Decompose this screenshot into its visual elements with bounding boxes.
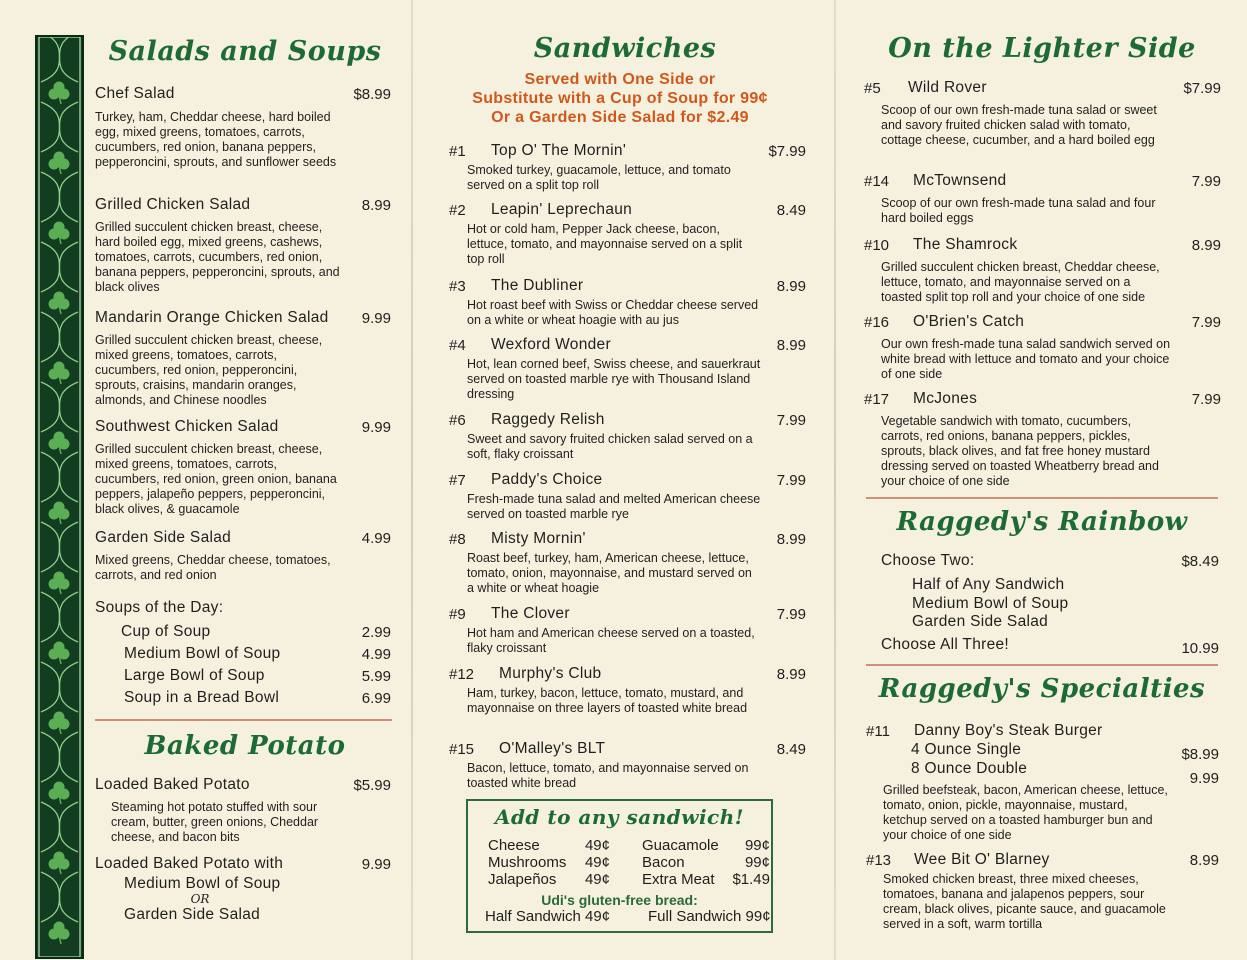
addon-left-price: 49¢: [584, 871, 610, 888]
potato-combo-line2: Medium Bowl of Soup: [124, 875, 281, 892]
salad-item-desc: Grilled succulent chicken breast, cheese, mixed greens, tomatoes, carrots, cucumbers, red onion, pepperoncini, sprouts, craisins, mandarin oranges, almonds, and Chinese noodles: [95, 333, 323, 407]
burger-number: #11: [866, 723, 890, 740]
sandwich-desc: Hot ham and American cheese served on a toasted, flaky croissant: [467, 626, 755, 655]
sandwich-desc: Hot or cold ham, Pepper Jack cheese, bacon, lettuce, tomato, and mayonnaise served on a split top roll: [467, 222, 743, 266]
sandwich-name: Wexford Wonder: [491, 336, 611, 353]
addon-right-price: $1.49: [732, 871, 770, 888]
shamrock-leaf-icon: [49, 719, 60, 730]
lighter-price: 8.99: [1191, 237, 1221, 254]
sandwich-price: 7.99: [776, 472, 806, 489]
sandwich-desc: Bacon, lettuce, tomato, and mayonnaise served on toasted white bread: [467, 761, 749, 790]
addon-right-name: Extra Meat: [642, 871, 715, 888]
sandwich-name: The Clover: [491, 605, 570, 622]
lighter-number: #10: [864, 237, 890, 254]
addon-left-name: Mushrooms: [488, 854, 567, 871]
sandwich-number: #2: [449, 202, 466, 219]
potato-combo-line3: Garden Side Salad: [124, 906, 261, 923]
celtic-knot-line: [41, 522, 78, 572]
sandwich-desc: Hot, lean corned beef, Swiss cheese, and sauerkraut served on toasted marble rye with Thousand Island dressing: [467, 357, 761, 401]
celtic-knot-line: [41, 732, 78, 782]
addon-right-name: Guacamole: [642, 837, 719, 854]
burger-option-single: 4 Ounce Single: [911, 741, 1022, 758]
sandwich-desc: Hot roast beef with Swiss or Cheddar cheese served on a white or wheat hoagie with au jus: [467, 298, 759, 327]
salad-item-price: 4.99: [361, 530, 391, 547]
burger-option-double: 8 Ounce Double: [911, 760, 1028, 777]
celtic-knot-line: [41, 592, 78, 642]
gf-half: Half Sandwich 49¢: [485, 908, 611, 925]
panel-fold-left: [411, 0, 413, 960]
lighter-desc: Scoop of our own fresh-made tuna salad or sweet and savory fruited chicken salad with tomato, cottage cheese, cucumber, and a hard boiled egg: [881, 103, 1157, 147]
sandwich-price: 8.99: [776, 337, 806, 354]
lighter-desc: Grilled succulent chicken breast, Cheddar cheese, lettuce, tomato, and mayonnaise served on a toasted split top roll and your choice of one side: [881, 260, 1160, 304]
sandwich-name: Top O' The Mornin': [491, 142, 627, 159]
lighter-price: 7.99: [1191, 391, 1221, 408]
sandwiches-title: Sandwiches: [533, 33, 717, 64]
sandwich-price: 7.99: [776, 412, 806, 429]
potato-combo-price: 9.99: [361, 856, 391, 873]
burger-price-double: 9.99: [1189, 770, 1219, 787]
sandwich-desc: Fresh-made tuna salad and melted American cheese served on toasted marble rye: [467, 492, 761, 521]
sandwich-number: #7: [449, 472, 466, 489]
shamrock-leaf-icon: [49, 439, 60, 450]
lighter-number: #5: [864, 80, 881, 97]
sandwich-name: O'Malley's BLT: [499, 740, 606, 757]
sandwiches-subtitle-line2: Substitute with a Cup of Soup for 99¢: [472, 90, 768, 107]
salad-item-desc: Turkey, ham, Cheddar cheese, hard boiled egg, mixed greens, tomatoes, carrots, cucumbers, red onion, banana peppers, pepperoncini, sprouts, and sunflower seeds: [95, 110, 337, 169]
addon-right-name: Bacon: [642, 854, 685, 871]
sandwich-desc: Ham, turkey, bacon, lettuce, tomato, mustard, and mayonnaise on three layers of toasted white bread: [467, 686, 748, 715]
shamrock-leaf-icon: [49, 299, 60, 310]
addon-left-price: 49¢: [584, 854, 610, 871]
sandwich-price: 8.49: [776, 202, 806, 219]
sandwiches-subtitle-line3: Or a Garden Side Salad for $2.49: [491, 109, 749, 126]
salads-title: Salads and Soups: [108, 36, 382, 67]
potato-item-name: Loaded Baked Potato: [95, 776, 250, 793]
sandwich-price: 8.99: [776, 666, 806, 683]
gf-full: Full Sandwich 99¢: [648, 908, 771, 925]
shamrock-leaf-icon: [49, 369, 60, 380]
sandwich-price: 8.99: [776, 278, 806, 295]
sandwich-number: #3: [449, 278, 466, 295]
salad-item-price: 9.99: [361, 310, 391, 327]
lighter-price: $7.99: [1183, 80, 1221, 97]
sandwich-name: Murphy's Club: [499, 665, 602, 682]
potato-combo-or: OR: [190, 892, 210, 906]
salad-item-price: $8.99: [353, 86, 391, 103]
salad-item-name: Chef Salad: [95, 85, 175, 102]
lighter-title: On the Lighter Side: [888, 33, 1196, 64]
rainbow-option-salad: Garden Side Salad: [912, 613, 1049, 630]
sandwich-number: #6: [449, 412, 466, 429]
blarney-name: Wee Bit O' Blarney: [914, 851, 1050, 868]
sandwich-price: 8.49: [776, 741, 806, 758]
shamrock-leaf-icon: [49, 89, 60, 100]
rainbow-option-sandwich: Half of Any Sandwich: [912, 576, 1065, 593]
rainbow-choose-two-price: $8.49: [1181, 553, 1219, 570]
shamrock-leaf-icon: [49, 509, 60, 520]
lighter-name: O'Brien's Catch: [913, 313, 1025, 330]
celtic-knot-line: [41, 37, 78, 82]
lighter-number: #17: [864, 391, 890, 408]
shamrock-leaf-icon: [49, 229, 60, 240]
addon-left-name: Cheese: [488, 837, 540, 854]
salad-item-name: Southwest Chicken Salad: [95, 418, 279, 435]
sandwich-name: Raggedy Relish: [491, 411, 605, 428]
celtic-knot-line: [41, 452, 78, 502]
potato-item-desc: Steaming hot potato stuffed with sour cream, butter, green onions, Cheddar cheese, and bacon bits: [111, 800, 319, 844]
soup-item-name: Large Bowl of Soup: [124, 667, 265, 684]
celtic-knot-line: [41, 102, 78, 152]
addon-title: Add to any sandwich!: [494, 805, 745, 829]
lighter-number: #16: [864, 314, 890, 331]
rainbow-choose-all-price: 10.99: [1181, 640, 1219, 657]
potato-title: Baked Potato: [144, 731, 346, 761]
lighter-number: #14: [864, 173, 890, 190]
sandwich-number: #9: [449, 606, 466, 623]
shamrock-leaf-icon: [49, 859, 60, 870]
gf-label: Udi's gluten-free bread:: [541, 892, 698, 908]
potato-item-price: $5.99: [353, 777, 391, 794]
salad-item-desc: Mixed greens, Cheddar cheese, tomatoes, carrots, and red onion: [95, 553, 331, 582]
lighter-name: McTownsend: [913, 172, 1007, 189]
blarney-desc: Smoked chicken breast, three mixed cheeses, tomatoes, banana and jalapenos peppers, sour cream, black olives, picante sauce, and guacamole served in a soft, warm tortilla: [883, 872, 1166, 931]
soup-item-price: 2.99: [361, 624, 391, 641]
lighter-name: Wild Rover: [908, 79, 987, 96]
salad-item-price: 9.99: [361, 419, 391, 436]
lighter-name: McJones: [913, 390, 978, 407]
soup-item-name: Soup in a Bread Bowl: [124, 689, 280, 706]
sandwich-price: 7.99: [776, 606, 806, 623]
celtic-knot-line: [41, 242, 78, 292]
celtic-knot-line: [41, 172, 78, 222]
lighter-name: The Shamrock: [913, 236, 1018, 253]
soups-label: Soups of the Day:: [95, 599, 224, 616]
lighter-desc: Vegetable sandwich with tomato, cucumbers, carrots, red onions, banana peppers, pickles, sprouts, black olives, and fat free honey mustard dressing served on toasted Wheatberry bread and your choice of one side: [881, 414, 1159, 488]
addon-right-price: 99¢: [744, 854, 770, 871]
blarney-price: 8.99: [1189, 852, 1219, 869]
blarney-number: #13: [866, 852, 892, 869]
sandwiches-subtitle-line1: Served with One Side or: [524, 71, 716, 88]
potato-combo-name: Loaded Baked Potato with: [95, 855, 284, 872]
burger-name: Danny Boy's Steak Burger: [914, 722, 1103, 739]
salad-item-name: Garden Side Salad: [95, 529, 232, 546]
celtic-knot-line: [41, 312, 78, 362]
lighter-desc: Scoop of our own fresh-made tuna salad and four hard boiled eggs: [881, 196, 1156, 225]
salad-item-name: Mandarin Orange Chicken Salad: [95, 309, 329, 326]
sandwich-desc: Roast beef, turkey, ham, American cheese, lettuce, tomato, onion, mayonnaise, and mustard served on a white or wheat hoagie: [467, 551, 752, 595]
soup-item-price: 6.99: [361, 690, 391, 707]
sandwich-price: 8.99: [776, 531, 806, 548]
divider-salads: [95, 719, 392, 721]
celtic-knot-line: [41, 802, 78, 852]
sandwich-name: The Dubliner: [491, 277, 584, 294]
rainbow-title: Raggedy's Rainbow: [896, 507, 1188, 537]
sandwich-desc: Smoked turkey, guacamole, lettuce, and tomato served on a split top roll: [467, 163, 731, 192]
sandwich-number: #8: [449, 531, 466, 548]
soup-item-name: Medium Bowl of Soup: [124, 645, 281, 662]
lighter-desc: Our own fresh-made tuna salad sandwich served on white bread with lettuce and tomato and your choice of one side: [881, 337, 1171, 381]
salad-item-price: 8.99: [361, 197, 391, 214]
addon-left-price: 49¢: [584, 837, 610, 854]
rainbow-option-soup: Medium Bowl of Soup: [912, 595, 1069, 612]
shamrock-leaf-icon: [49, 929, 60, 940]
salad-item-desc: Grilled succulent chicken breast, cheese, hard boiled egg, mixed greens, cashews, tomatoes, carrots, cucumbers, red onion, banana peppers, pepperoncini, sprouts, and black olives: [95, 220, 340, 294]
divider-rainbow: [866, 664, 1218, 666]
celtic-knot-line: [41, 872, 78, 922]
addon-right-price: 99¢: [744, 837, 770, 854]
celtic-shamrock-border: [35, 35, 84, 959]
sandwich-number: #12: [449, 666, 475, 683]
shamrock-leaf-icon: [49, 159, 60, 170]
lighter-price: 7.99: [1191, 173, 1221, 190]
lighter-price: 7.99: [1191, 314, 1221, 331]
sandwich-number: #4: [449, 337, 466, 354]
sandwiches-subtitle: [430, 70, 810, 127]
celtic-frame: [39, 37, 80, 957]
celtic-knot-line: [41, 662, 78, 712]
shamrock-leaf-icon: [49, 579, 60, 590]
sandwich-price: $7.99: [768, 143, 806, 160]
sandwich-name: Paddy's Choice: [491, 471, 603, 488]
panel-fold-right: [834, 0, 836, 960]
shamrock-leaf-icon: [49, 649, 60, 660]
soup-item-price: 5.99: [361, 668, 391, 685]
burger-price-single: $8.99: [1181, 746, 1219, 763]
salad-item-name: Grilled Chicken Salad: [95, 196, 251, 213]
soup-item-price: 4.99: [361, 646, 391, 663]
shamrock-leaf-icon: [49, 789, 60, 800]
celtic-knot-line: [41, 382, 78, 432]
salad-item-desc: Grilled succulent chicken breast, cheese, mixed greens, tomatoes, carrots, cucumbers, red onion, green onion, banana peppers, jalapeño peppers, pepperoncini, black olives, & guacamole: [95, 442, 337, 516]
soup-item-name: Cup of Soup: [121, 623, 211, 640]
sandwich-name: Misty Mornin': [491, 530, 586, 547]
rainbow-choose-two: Choose Two:: [881, 552, 975, 569]
sandwich-number: #1: [449, 143, 466, 160]
addon-left-name: Jalapeños: [488, 871, 557, 888]
burger-desc: Grilled beefsteak, bacon, American cheese, lettuce, tomato, onion, pickle, mayonnaise, mustard, ketchup served on a toasted hamburger bun and your choice of one side: [883, 783, 1168, 842]
sandwich-name: Leapin' Leprechaun: [491, 201, 633, 218]
sandwich-desc: Sweet and savory fruited chicken salad served on a soft, flaky croissant: [467, 432, 753, 461]
divider-lighter: [866, 497, 1218, 499]
sandwich-number: #15: [449, 741, 475, 758]
rainbow-choose-all: Choose All Three!: [881, 636, 1010, 653]
specialties-title: Raggedy's Specialties: [878, 674, 1206, 704]
add-to-sandwich-box: [466, 799, 773, 933]
